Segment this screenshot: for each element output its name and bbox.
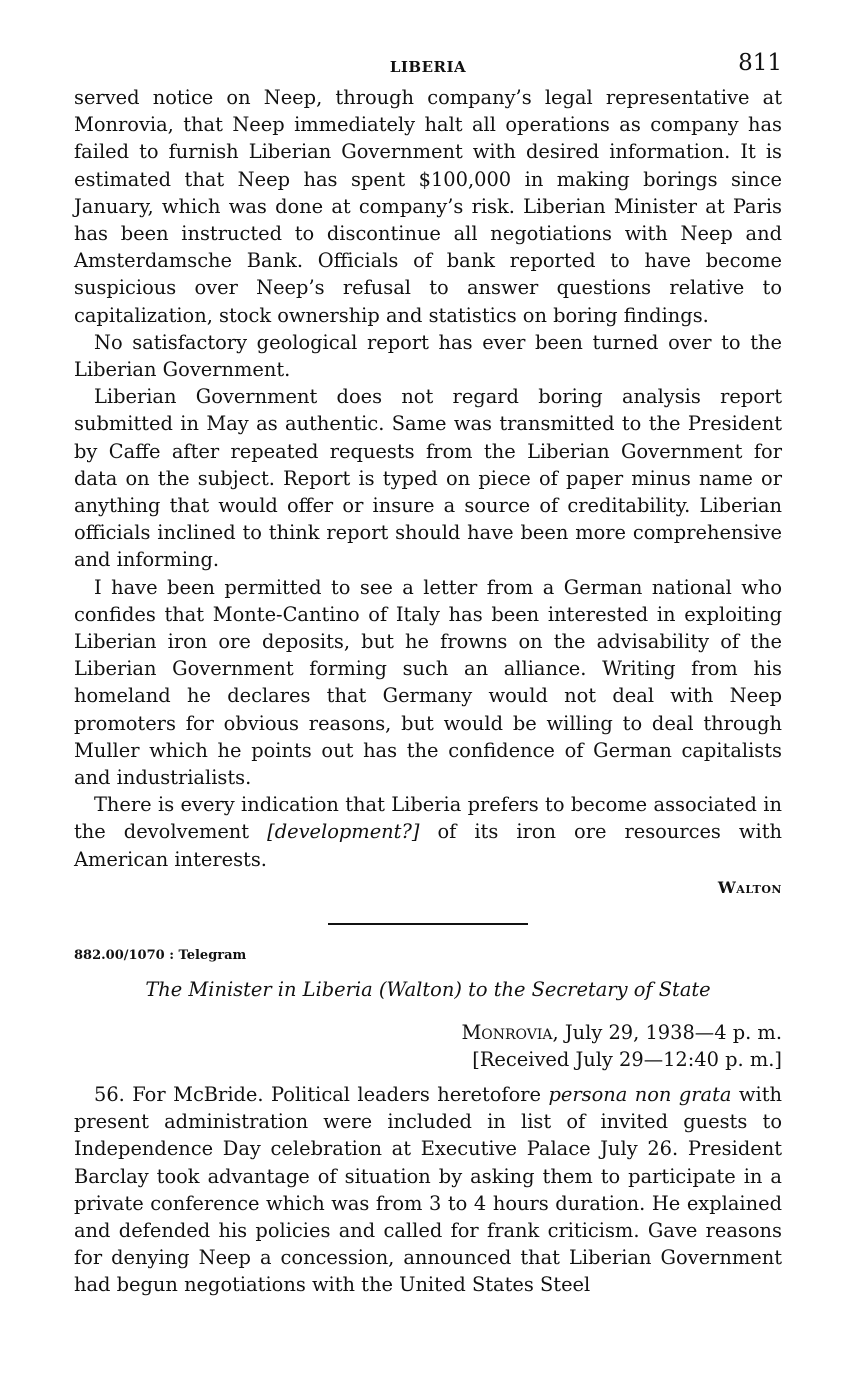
file-number: 882.00/1070 : Telegram: [74, 947, 247, 963]
dateline-date: , July 29, 1938—4 p. m.: [552, 1020, 782, 1044]
page-number: 811: [738, 50, 782, 76]
text-span: 56. For McBride. Political leaders heretofore: [94, 1082, 549, 1106]
running-head: LIBERIA: [389, 58, 467, 76]
dateline-sent: [74, 1019, 782, 1046]
paragraph-last: [74, 791, 782, 873]
dateline-received: [Received July 29—12:40 p. m.]: [472, 1047, 782, 1071]
editorial-insertion: [development?]: [267, 820, 420, 844]
document-title: The Minister in Liberia (Walton) to the Secretary of State: [145, 977, 711, 1001]
dateline-place: Monrovia: [461, 1020, 553, 1044]
paragraph: Liberian Government does not regard boring analysis report submitted in May as authentic. Same was transmitted to the President by Caffe after repeated requests from the Liberian Government for data on the subject. Report is typed on piece of paper minus name or anything that would offer or insure a source of creditability. Liberian officials inclined to think report should have been more comprehensive and informing.: [74, 385, 782, 572]
page-header: [74, 48, 782, 84]
document-page: [74, 48, 782, 1299]
section-divider: [328, 923, 528, 925]
text-span: with present administration were included in list of invited guests to Independence Day celebration at Executive Palace July 26. President Barclay took advantage of situation by asking them to participate in a private conference which was from 3 to 4 hours duration. He explained and defended his policies and called for frank criticism. Gave reasons for denying Neep a concession, announced that Liberian Government had begun negotiations with the United States Steel: [74, 1082, 783, 1297]
italic-phrase: persona non grata: [548, 1082, 732, 1106]
dateline: [74, 1019, 782, 1073]
telegram-paragraph: [74, 1081, 782, 1299]
paragraph: No satisfactory geological report has ever been turned over to the Liberian Government.: [74, 330, 782, 382]
text-span: of its iron ore resources with American interests.: [74, 820, 783, 871]
text-span: There is every indication that Liberia prefers to become associated in the devolvement: [74, 793, 782, 844]
paragraph-continued: served notice on Neep, through company’s legal representative at Monrovia, that Neep immediately halt all operations as company has failed to furnish Liberian Government with desired information. It is estimated that Neep has spent $100,000 in making borings since January, which was done at company’s risk. Liberian Minister at Paris has been instructed to discontinue all negotiations with Neep and Amsterdamsche Bank. Officials of bank reported to have become suspicious over Neep’s refusal to answer questions relative to capitalization, stock ownership and statistics on boring findings.: [74, 86, 782, 327]
paragraph: I have been permitted to see a letter from a German national who confides that Monte-Cantino of Italy has been interested in exploiting Liberian iron ore deposits, but he frowns on the advisability of the Liberian Government forming such an alliance. Writing from his homeland he declares that Germany would not deal with Neep promoters for obvious reasons, but would be willing to deal through Muller which he points out has the confidence of German capitalists and industrialists.: [74, 575, 782, 790]
signature: Walton: [717, 877, 782, 897]
document-one-body: [74, 84, 782, 901]
